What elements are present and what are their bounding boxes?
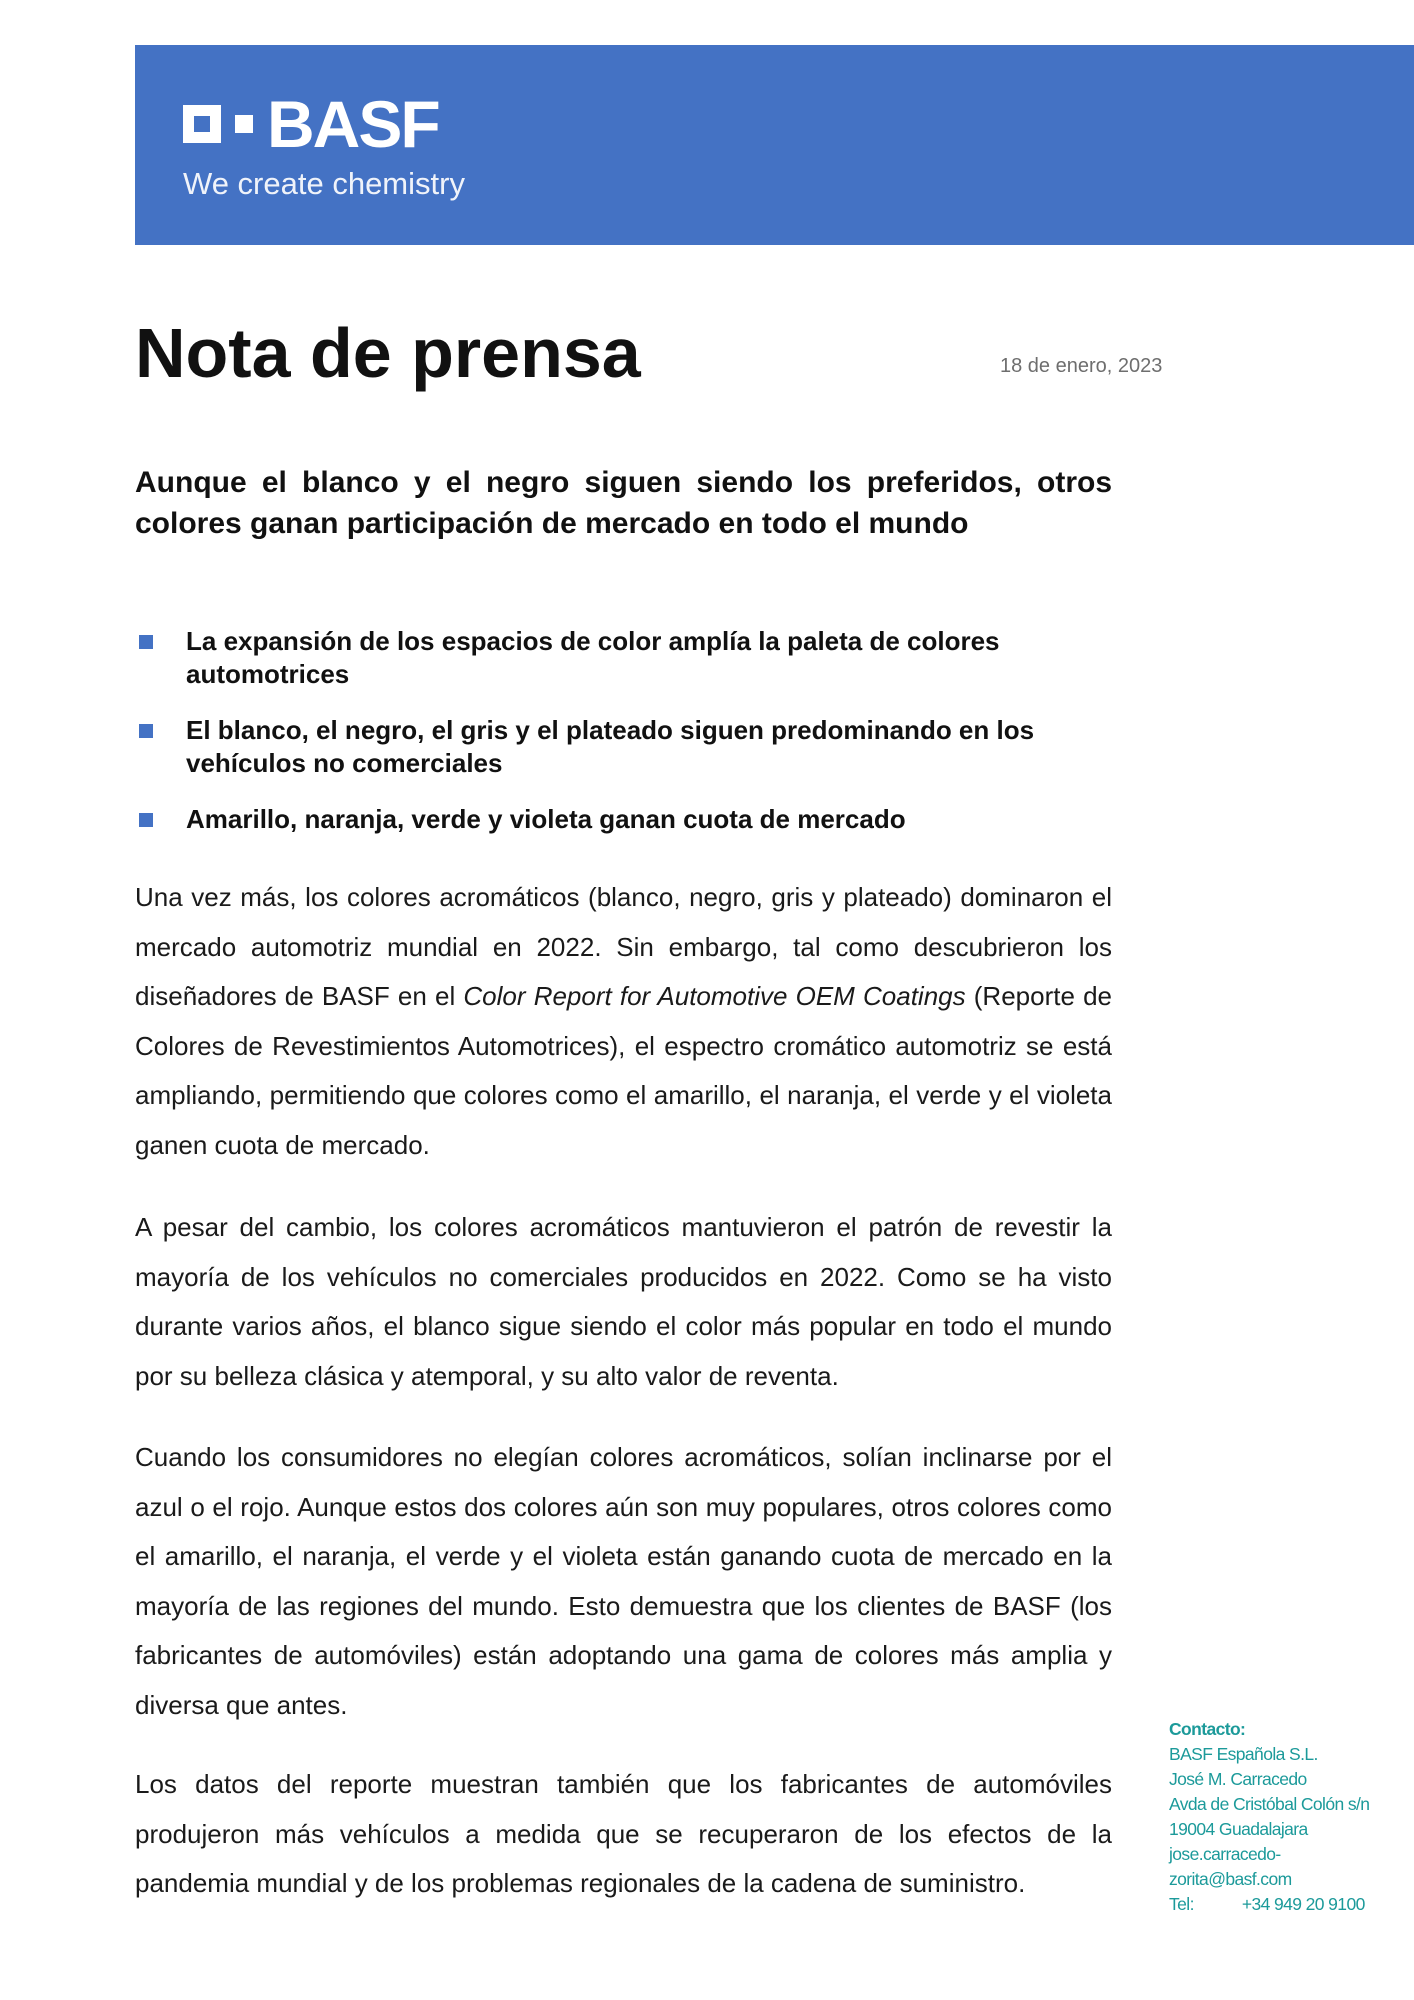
key-point <box>135 714 1112 780</box>
contact-name: José M. Carracedo <box>1169 1769 1307 1789</box>
paragraph-text: Una vez más, los colores acromáticos (blanco, negro, gris y plateado) dominaron el mercado automotriz mundial en 2022. Sin embargo, tal como descubrieron los diseñadores de BASF en el <box>135 882 1112 1011</box>
key-point <box>135 803 1112 836</box>
basf-logo <box>183 87 439 161</box>
contact-tel-number[interactable]: +34 949 20 9100 <box>1241 1894 1365 1914</box>
body-paragraph-4: Los datos del reporte muestran también que los fabricantes de automóviles produjeron más vehículos a medida que se recuperaron de los efectos de la pandemia mundial y de los problemas regionales de la cadena de suministro. <box>135 1769 1112 1898</box>
body-paragraph-1 <box>135 873 1112 1170</box>
contact-city: 19004 Guadalajara <box>1169 1819 1308 1839</box>
page-title: Nota de prensa <box>135 314 641 392</box>
key-point-text: El blanco, el negro, el gris y el plateado siguen predominando en los vehículos no comerciales <box>186 715 1035 778</box>
logo-square-outline-icon <box>183 105 221 143</box>
contact-block <box>1169 1717 1409 1917</box>
logo-tagline: We create chemistry <box>183 166 465 201</box>
key-point-text: La expansión de los espacios de color amplía la paleta de colores automotrices <box>186 626 1000 689</box>
logo-square-small-icon <box>235 115 253 133</box>
contact-tel <box>1169 1892 1409 1917</box>
headline: Aunque el blanco y el negro siguen siendo los preferidos, otros colores ganan participación de mercado en todo el mundo <box>135 466 1112 540</box>
release-date: 18 de enero, 2023 <box>1000 355 1163 377</box>
bullet-square-icon <box>139 813 153 827</box>
contact-email-line-1[interactable]: jose.carracedo- <box>1169 1844 1281 1864</box>
logo-wordmark: BASF <box>267 87 439 161</box>
contact-address: Avda de Cristóbal Colón s/n <box>1169 1794 1370 1814</box>
key-point <box>135 625 1112 691</box>
key-points-list <box>135 625 1112 859</box>
bullet-square-icon <box>139 635 153 649</box>
paragraph-text: (Reporte de Colores de Revestimientos Automotrices), el espectro cromático automotriz se está ampliando, permitiendo que colores como el amarillo, el naranja, el verde y el violeta ganen cuota de mercado. <box>135 981 1112 1160</box>
body-paragraph-2: A pesar del cambio, los colores acromáticos mantuvieron el patrón de revestir la mayoría de los vehículos no comerciales producidos en 2022. Como se ha visto durante varios años, el blanco sigue siendo el color más popular en todo el mundo por su belleza clásica y atemporal, y su alto valor de reventa. <box>135 1212 1112 1391</box>
header-banner <box>135 45 1414 245</box>
key-point-text: Amarillo, naranja, verde y violeta ganan cuota de mercado <box>186 804 906 834</box>
contact-heading: Contacto: <box>1169 1719 1246 1739</box>
report-title: Color Report for Automotive OEM Coatings <box>463 981 966 1011</box>
bullet-square-icon <box>139 724 153 738</box>
contact-tel-label: Tel: <box>1169 1894 1194 1914</box>
contact-email-line-2[interactable]: zorita@basf.com <box>1169 1869 1292 1889</box>
contact-company: BASF Española S.L. <box>1169 1744 1318 1764</box>
body-paragraph-3: Cuando los consumidores no elegían colores acromáticos, solían inclinarse por el azul o el rojo. Aunque estos dos colores aún son muy populares, otros colores como el amarillo, el naranja, el verde y el violeta están ganando cuota de mercado en la mayoría de las regiones del mundo. Esto demuestra que los clientes de BASF (los fabricantes de automóviles) están adoptando una gama de colores más amplia y diversa que antes. <box>135 1442 1112 1720</box>
